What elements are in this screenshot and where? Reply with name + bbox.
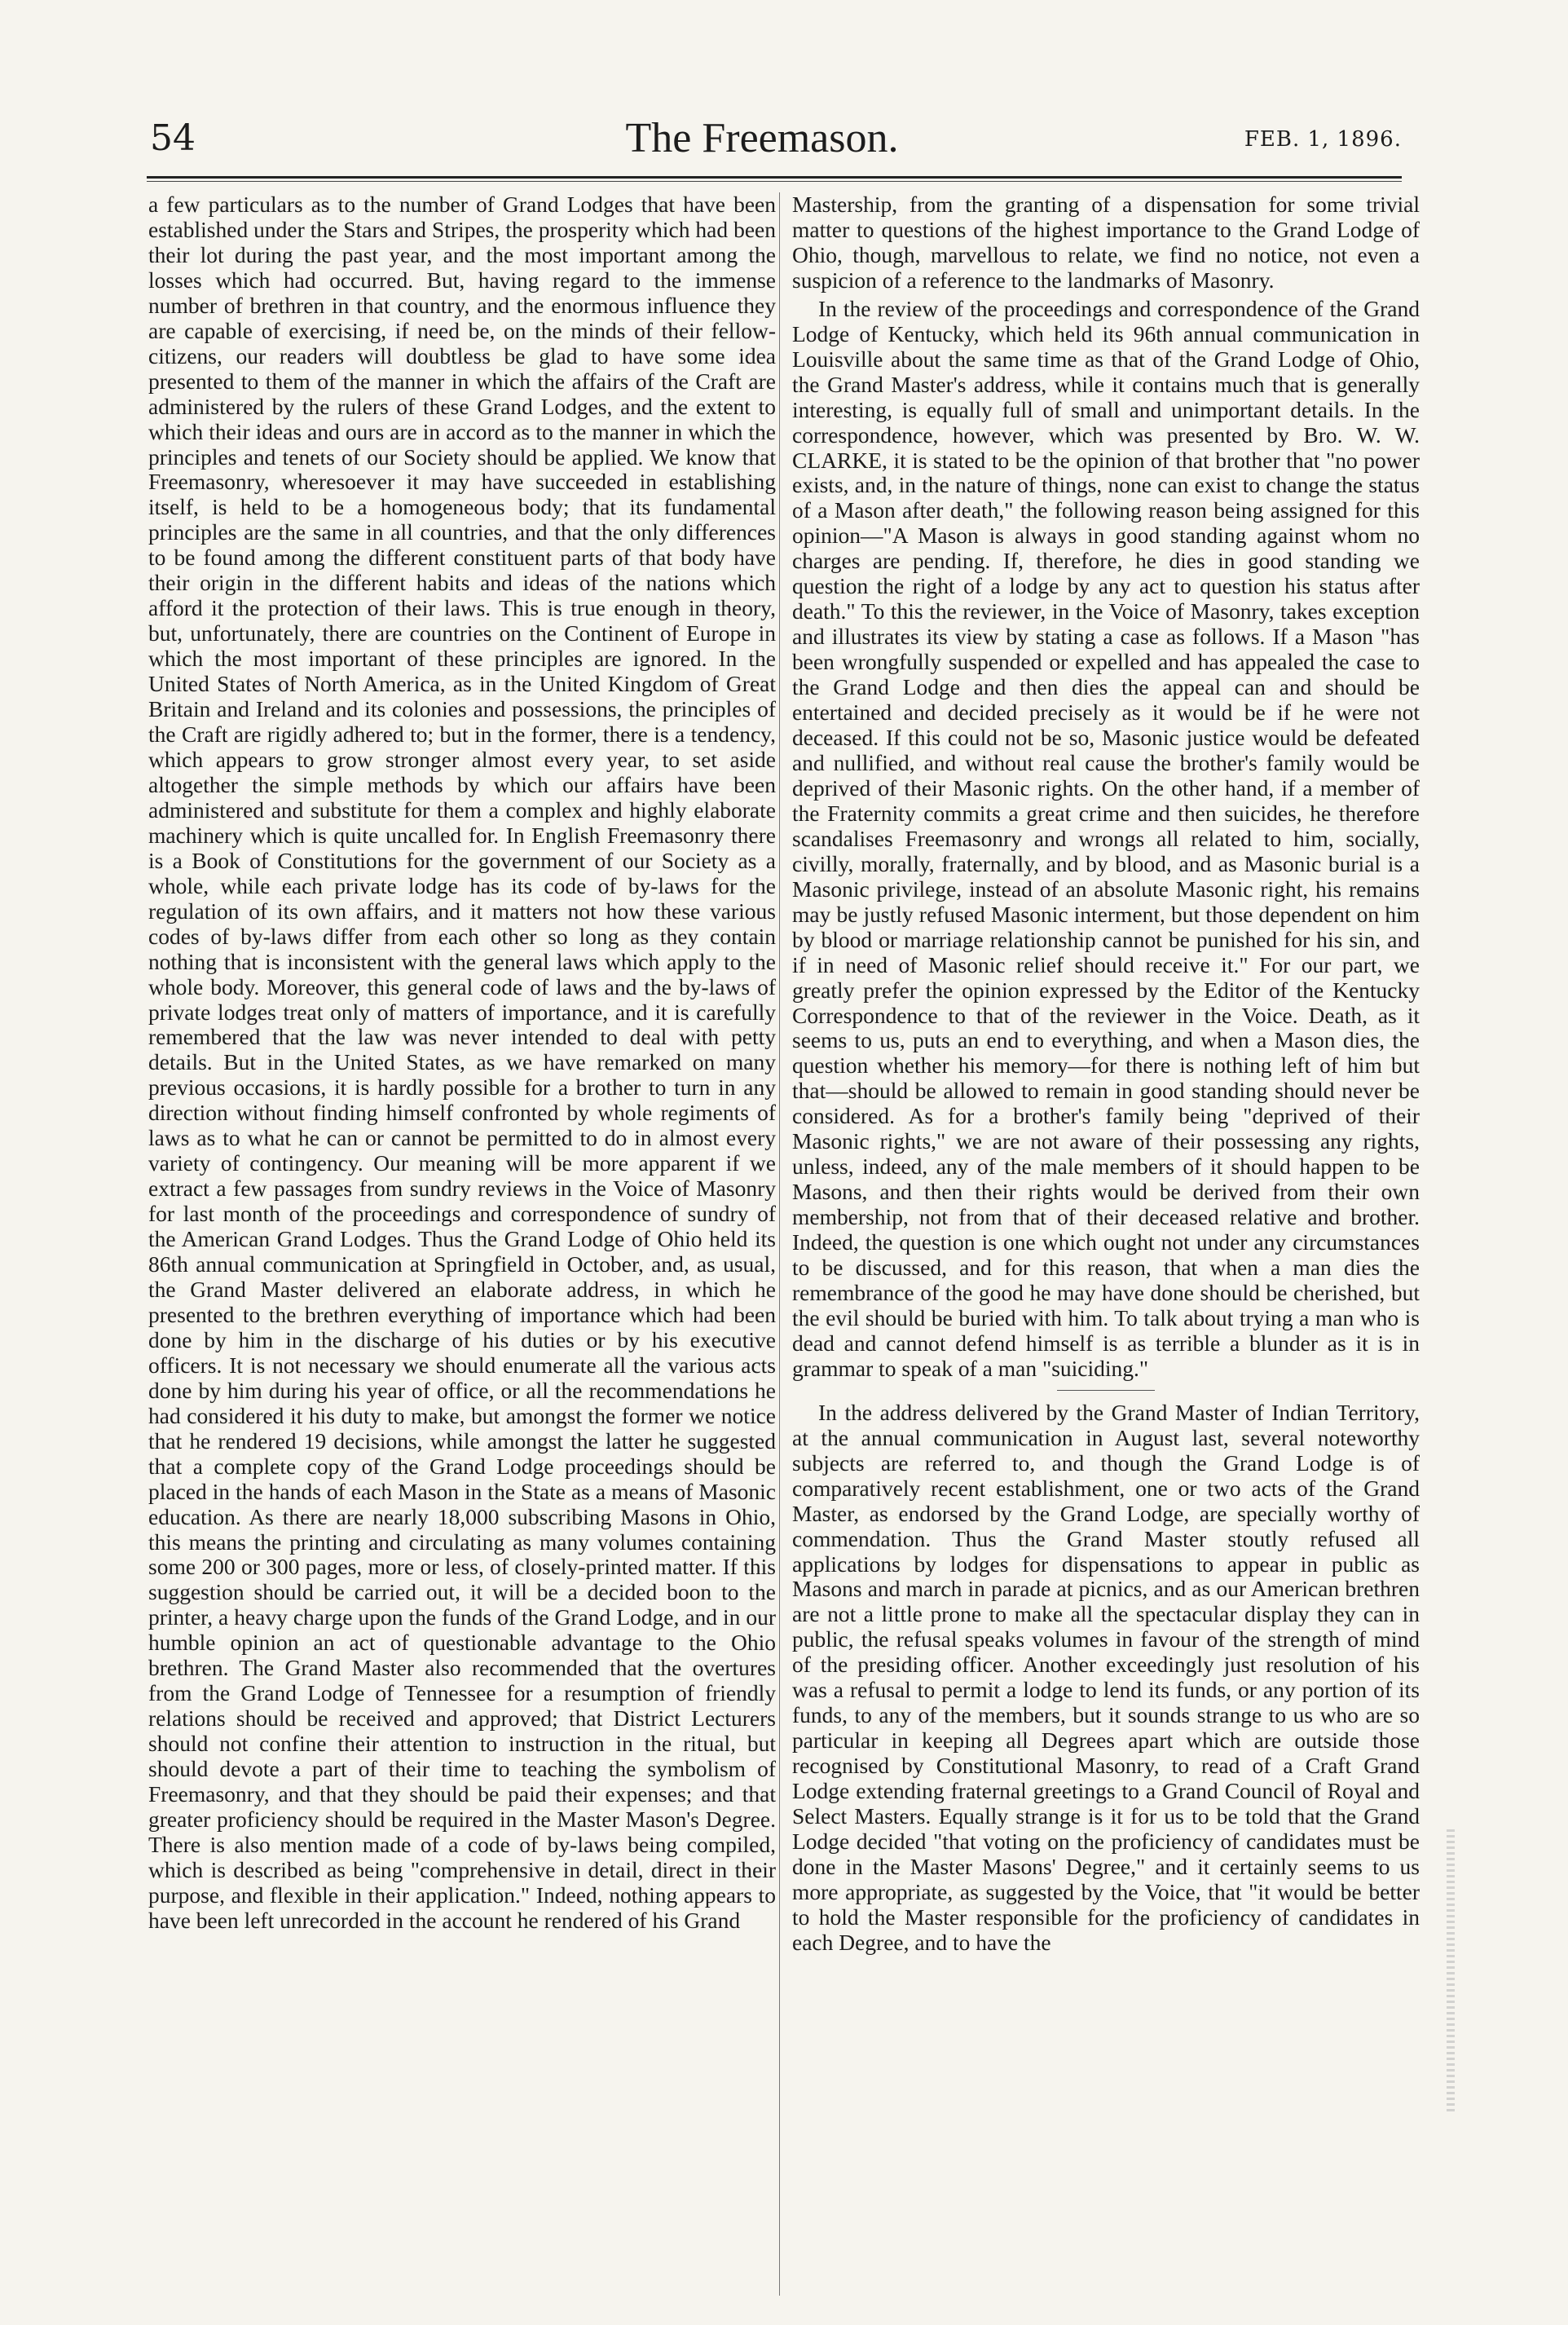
right-paragraph-2: In the review of the proceedings and correspondence of the Grand Lodge of Kentucky, which held its 96th annual communication in Louisville about the same time as that of the Grand Lodge of Ohio, the Grand Master's address, while it contains much that is generally interesting, is equally full of small and unimportant details. In the correspondence, however, which was presented by Bro. W. W. CLARKE, it is stated to be the opinion of that brother that "no power exists, and, in the nature of things, none can exist to change the status of a Mason after death," the following reason being assigned for this opinion—"A Mason is always in good standing against whom no charges are pending. If, therefore, he dies in good standing we question the right of a lodge by any act to question his status after death." To this the reviewer, in the Voice of Masonry, takes exception and illustrates its view by stating a case as follows. If a Mason "has been wrongfully suspended or expelled and has appealed the case to the Grand Lodge and then dies the appeal can and should be entertained and decided precisely as it would be if he were not deceased. If this could not be so, Masonic justice would be defeated and nullified, and without real cause the brother's family would be deprived of their Masonic rights. On the other hand, if a member of the Fraternity commits a great crime and then suicides, he therefore scandalises Freemasonry and wrongs all related to him, socially, civilly, morally, fraternally, and by blood, and as Masonic burial is a Masonic privilege, instead of an absolute Masonic right, his remains may be justly refused Masonic interment, but those dependent on him by blood or marriage relationship cannot be punished for his sin, and if in need of Masonic relief should receive it." For our part, we greatly prefer the opinion expressed by the Editor of the Kentucky Correspondence to that of the reviewer in the Voice. Death, as it seems to us, puts an end to everything, and when a Mason dies, the question whether his memory—for there is nothing left of him but that—should be allowed to remain in good standing should never be considered. As for a brother's family being "deprived of their Masonic rights," we are not aware of their possessing any rights, unless, indeed, any of the male members of it should happen to be Masons, and then their rights would be derived from their own membership, not from that of their deceased relative and brother. Indeed, the question is one which ought not under any circumstances to be discussed, and for this reason, that when a man dies the remembrance of the good he may have done should be cherished, but the evil should be buried with him. To talk about trying a man who is dead and cannot defend himself is as terrible a blunder as it is in grammar to speak of a man "suiciding."	[792, 295, 1420, 1381]
column-divider	[779, 192, 780, 2296]
left-paragraph-1: a few particulars as to the number of Grand Lodges that have been established under the Stars and Stripes, the prosperity which had been their lot during the past year, and the most important among the losses which had occurred. But, having regard to the immense number of brethren in that country, and the enormous influence they are capable of exercising, if need be, on the minds of their fellow-citizens, our readers will doubtless be glad to have some idea presented to them of the manner in which the affairs of the Craft are administered by the rulers of these Grand Lodges, and the extent to which their ideas and ours are in accord as to the manner in which the principles and tenets of our Society should be applied. We know that Freemasonry, wheresoever it may have succeeded in establishing itself, is held to be a homogeneous body; that its fundamental principles are the same in all countries, and that the only differences to be found among the different constituent parts of that body have their origin in the different habits and ideas of the nations which afford it the protection of their laws. This is true enough in theory, but, unfortunately, there are countries on the Continent of Europe in which the most important of these principles are ignored. In the United States of North America, as in the United Kingdom of Great Britain and Ireland and its colonies and possessions, the principles of the Craft are rigidly adhered to; but in the former, there is a tendency, which appears to grow stronger almost every year, to set aside altogether the simple methods by which our affairs have been administered and substitute for them a complex and highly elaborate machinery which is quite uncalled for. In English Freemasonry there is a Book of Constitutions for the government of our Society as a whole, while each private lodge has its code of by-laws for the regulation of its own affairs, and it matters not how these various codes of by-laws differ from each other so long as they contain nothing that is inconsistent with the general laws which apply to the whole body. Moreover, this general code of laws and the by-laws of private lodges treat only of matters of importance, and it is carefully remembered that the law was never intended to deal with petty details. But in the United States, as we have remarked on many previous occasions, it is hardly possible for a brother to turn in any direction without finding himself confronted by whole regiments of laws as to what he can or cannot be permitted to do in almost every variety of contingency. Our meaning will be more apparent if we extract a few passages from sundry reviews in the Voice of Masonry for last month of the proceedings and correspondence of sundry of the American Grand Lodges. Thus the Grand Lodge of Ohio held its 86th annual communication at Springfield in October, and, as usual, the Grand Master delivered an elaborate address, in which he presented to the brethren everything of importance which had been done by him in the discharge of his duties or by his executive officers. It is not necessary we should enumerate all the various acts done by him during his year of office, or all the recommendations he had considered it his duty to make, but amongst the former we notice that he rendered 19 decisions, while amongst the latter he suggested that a complete copy of the Grand Lodge proceedings should be placed in the hands of each Mason in the State as a means of Masonic education. As there are nearly 18,000 subscribing Masons in Ohio, this means the printing and circulating as many volumes containing some 200 or 300 pages, more or less, of closely-printed matter. If this suggestion should be carried out, it will be a decided boon to the printer, a heavy charge upon the funds of the Grand Lodge, and in our humble opinion an act of questionable advantage to the Ohio brethren. The Grand Master also recommended that the overtures from the Grand Lodge of Tennessee for a resumption of friendly relations should be received and approved; that District Lecturers should not confine their attention to instruction in the ritual, but should devote a part of their time to teaching the symbolism of Freemasonry, and that they should be paid their expenses; and that greater proficiency should be required in the Master Mason's Degree. There is also mention made of a code of by-laws being compiled, which is described as being "comprehensive in detail, direct in their purpose, and flexible in their application." Indeed, nothing appears to have been left unrecorded in the account he rendered of his Grand	[148, 192, 776, 1933]
paragraph-separator	[1057, 1390, 1155, 1391]
right-paragraph-3: In the address delivered by the Grand Master of Indian Territory, at the annual communication in August last, several noteworthy subjects are referred to, and though the Grand Lodge is of comparatively recent establishment, one or two acts of the Grand Master, as endorsed by the Grand Lodge, are specially worthy of commendation. Thus the Grand Master stoutly refused all applications by lodges for dispensations to appear in public as Masons and march in parade at picnics, and as our American brethren are not a little prone to make all the spectacular display they can in public, the refusal speaks volumes in favour of the strength of mind of the presiding officer. Another exceedingly just resolution of his was a refusal to permit a lodge to lend its funds, or any portion of its funds, to any of the members, but it sounds strange to us who are so particular in keeping all Degrees apart which are outside those recognised by Constitutional Masonry, to read of a Craft Grand Lodge extending fraternal greetings to a Grand Council of Royal and Select Masters. Equally strange is it for us to be told that the Grand Lodge decided "that voting on the proficiency of candidates must be done in the Master Masons' Degree," and it certainly seems to us more appropriate, as suggested by the Voice, that "it would be better to hold the Master responsible for the proficiency of candidates in each Degree, and to have the	[792, 1399, 1420, 1955]
right-paragraph-1: Mastership, from the granting of a dispensation for some trivial matter to questions of the highest importance to the Grand Lodge of Ohio, though, marvellous to relate, we find no notice, not even a suspicion of a reference to the landmarks of Masonry.	[792, 192, 1420, 293]
right-column	[792, 192, 1420, 2300]
issue-date: FEB. 1, 1896.	[1244, 127, 1402, 152]
page-number: 54	[150, 117, 196, 159]
newspaper-title: The Freemason.	[625, 115, 899, 161]
header-rule-thin	[147, 181, 1402, 182]
page-header	[122, 114, 1402, 179]
binding-edge-mark	[1447, 1826, 1455, 2111]
left-column	[148, 192, 776, 2300]
header-rule	[147, 176, 1402, 179]
